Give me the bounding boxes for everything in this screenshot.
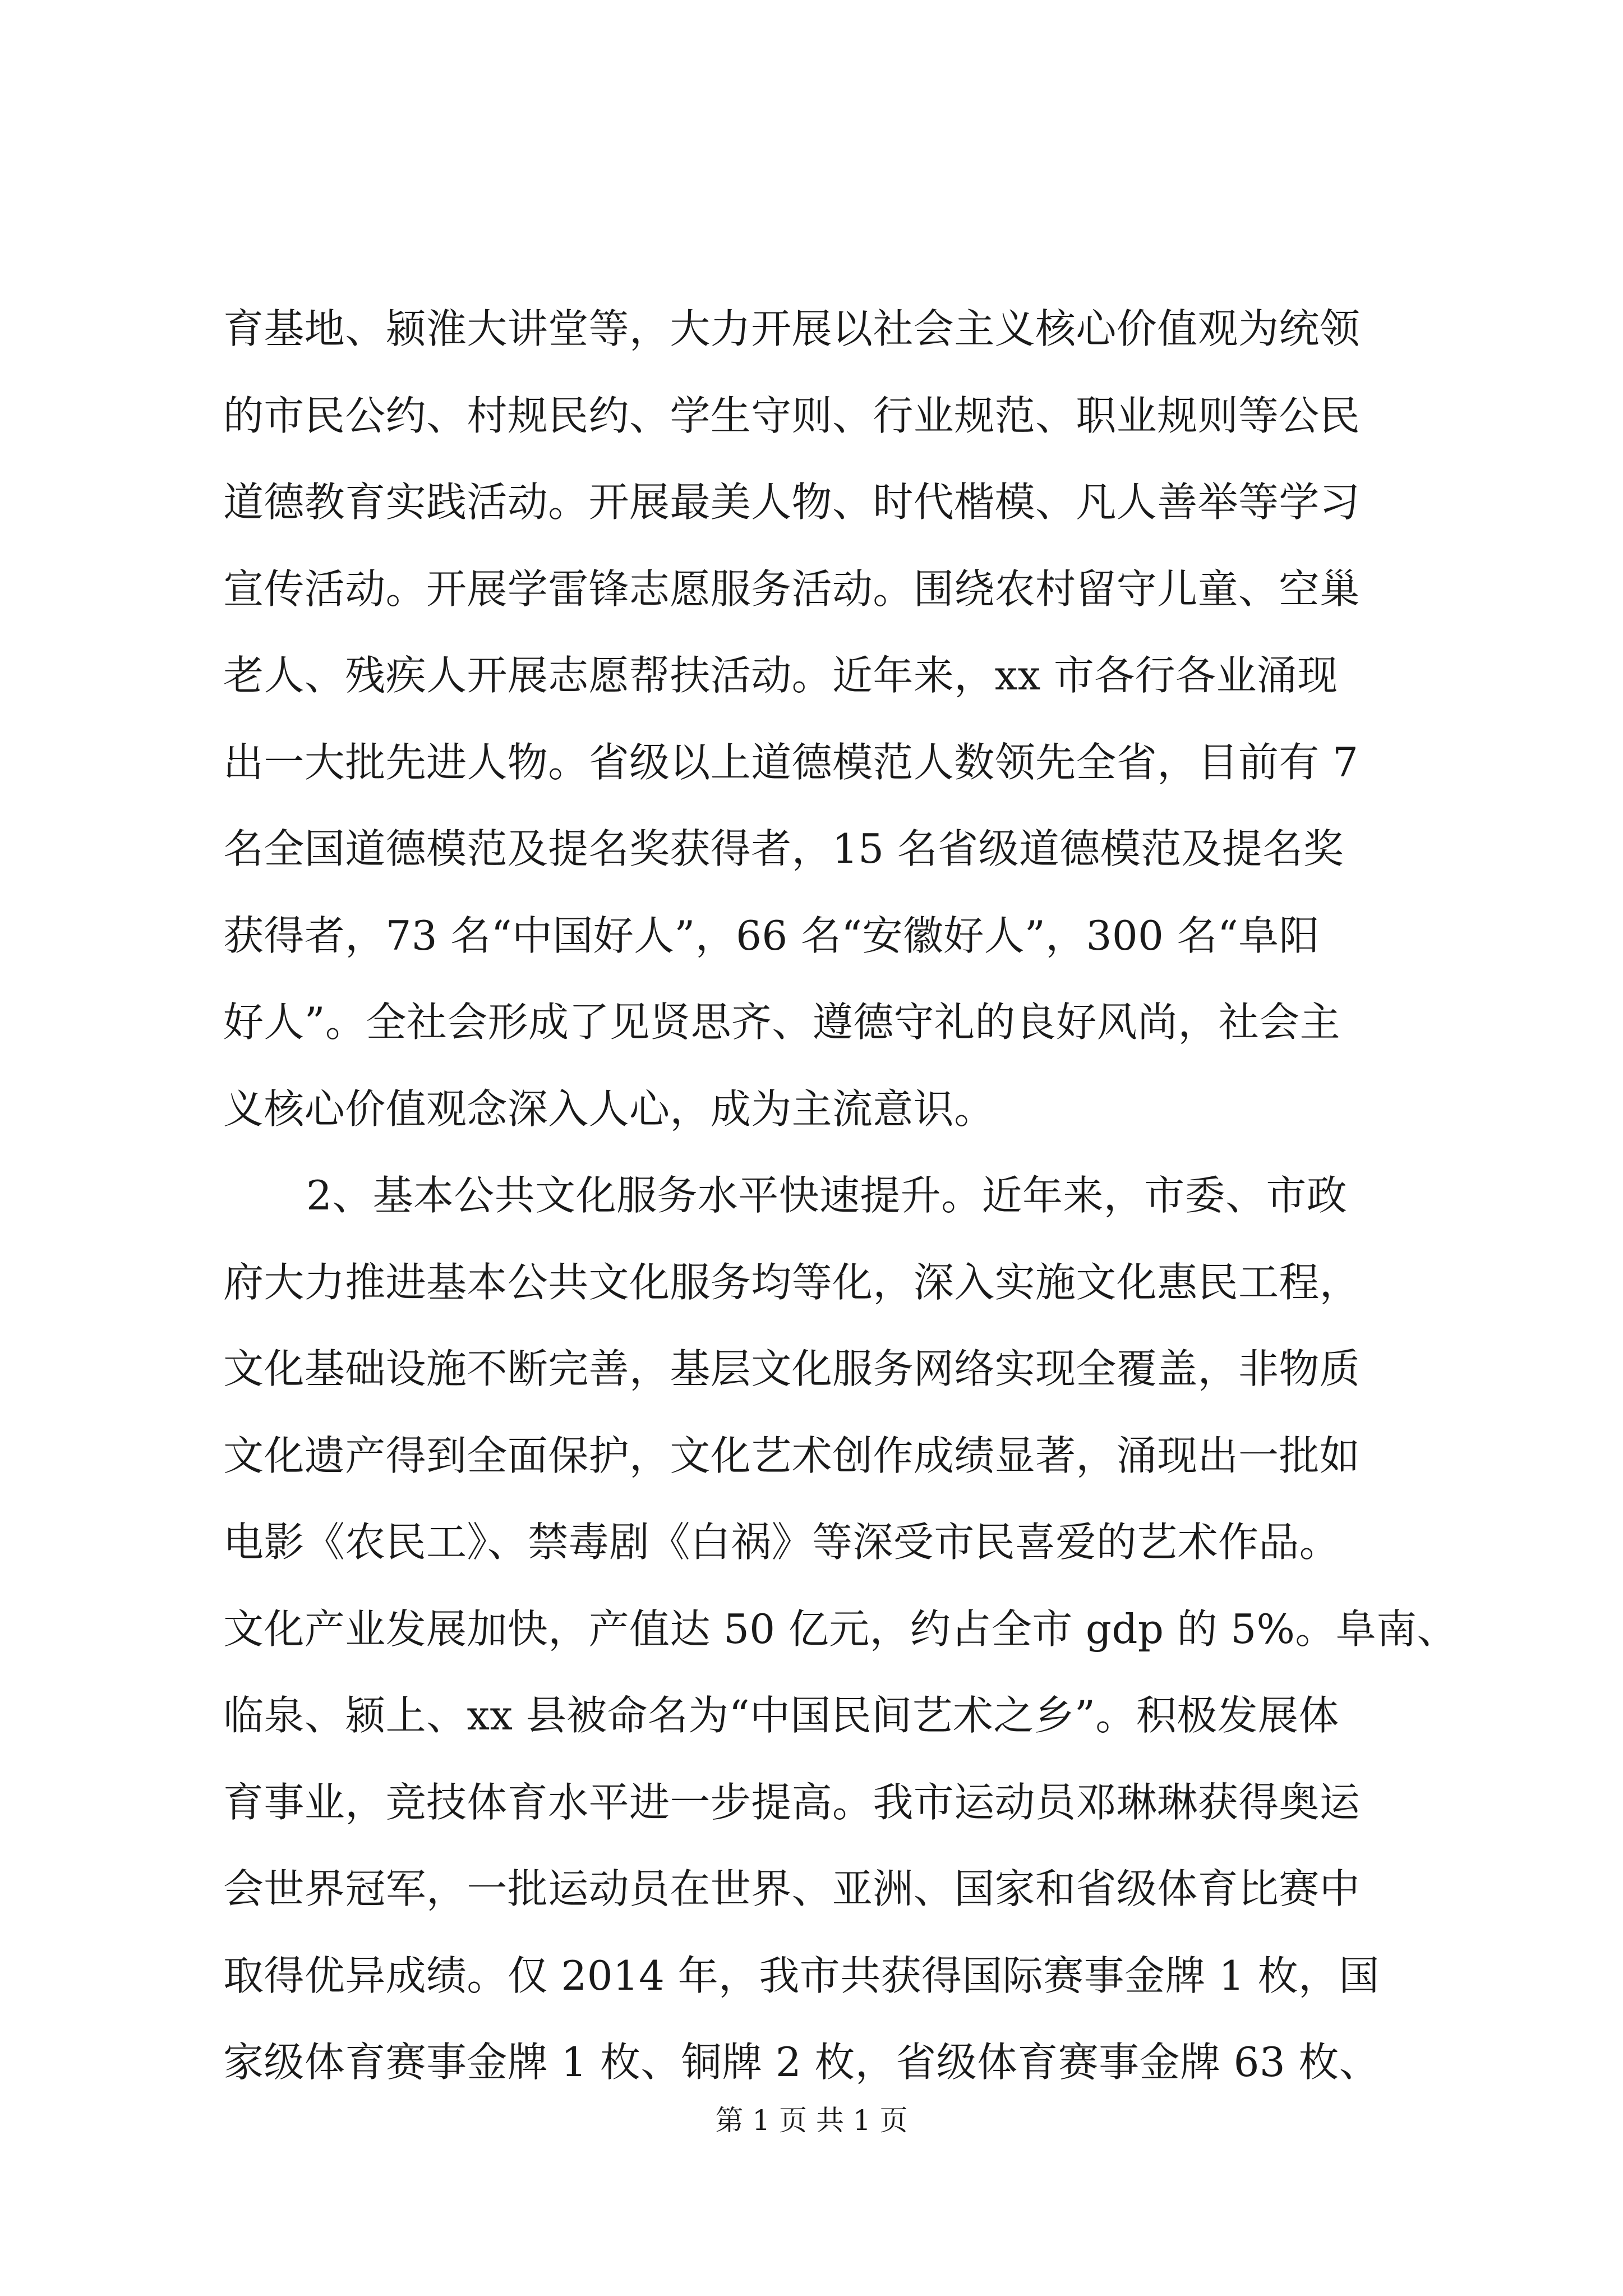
text-line: 育基地、颍淮大讲堂等，大力开展以社会主义核心价值观为统领 bbox=[223, 305, 1361, 352]
text-line: 道德教育实践活动。开展最美人物、时代楷模、凡人善举等学习 bbox=[223, 478, 1361, 526]
text-line: 的市民公约、村规民约、学生守则、行业规范、职业规则等公民 bbox=[223, 392, 1361, 439]
text-line: 文化产业发展加快，产值达 50 亿元，约占全市 gdp 的 5%。阜南、 bbox=[223, 1605, 1458, 1653]
page-footer: 第 1 页 共 1 页 bbox=[715, 2104, 908, 2137]
text-line: 好人”。全社会形成了见贤思齐、遵德守礼的良好风尚，社会主 bbox=[223, 999, 1341, 1046]
text-line: 义核心价值观念深入人心，成为主流意识。 bbox=[223, 1085, 995, 1133]
text-line: 会世界冠军，一批运动员在世界、亚洲、国家和省级体育比赛中 bbox=[223, 1865, 1361, 1912]
text-line: 育事业，竞技体育水平进一步提高。我市运动员邓琳琳获得奥运 bbox=[223, 1778, 1361, 1826]
text-line: 宣传活动。开展学雷锋志愿服务活动。围绕农村留守儿童、空巢 bbox=[223, 565, 1361, 613]
text-line: 临泉、颍上、xx 县被命名为“中国民间艺术之乡”。积极发展体 bbox=[223, 1692, 1339, 1739]
text-line: 名全国道德模范及提名奖获得者，15 名省级道德模范及提名奖 bbox=[223, 825, 1344, 872]
text-line: 文化基础设施不断完善，基层文化服务网络实现全覆盖，非物质 bbox=[223, 1345, 1361, 1392]
body-text bbox=[223, 302, 1458, 2122]
paragraph-start-line: 2、基本公共文化服务水平快速提升。近年来，市委、市政 bbox=[306, 1172, 1348, 1219]
text-line: 取得优异成绩。仅 2014 年，我市共获得国际赛事金牌 1 枚，国 bbox=[223, 1952, 1380, 1999]
text-line: 府大力推进基本公共文化服务均等化，深入实施文化惠民工程， bbox=[223, 1258, 1361, 1306]
text-line: 文化遗产得到全面保护，文化艺术创作成绩显著，涌现出一批如 bbox=[223, 1432, 1361, 1479]
text-line: 老人、残疾人开展志愿帮扶活动。近年来，xx 市各行各业涌现 bbox=[223, 652, 1338, 699]
text-line: 家级体育赛事金牌 1 枚、铜牌 2 枚，省级体育赛事金牌 63 枚、 bbox=[223, 2039, 1380, 2086]
text-line: 获得者，73 名“中国好人”，66 名“安徽好人”，300 名“阜阳 bbox=[223, 912, 1320, 959]
text-line: 电影《农民工》、禁毒剧《白祸》等深受市民喜爱的艺术作品。 bbox=[223, 1519, 1340, 1566]
text-line: 出一大批先进人物。省级以上道德模范人数领先全省，目前有 7 bbox=[223, 738, 1359, 786]
